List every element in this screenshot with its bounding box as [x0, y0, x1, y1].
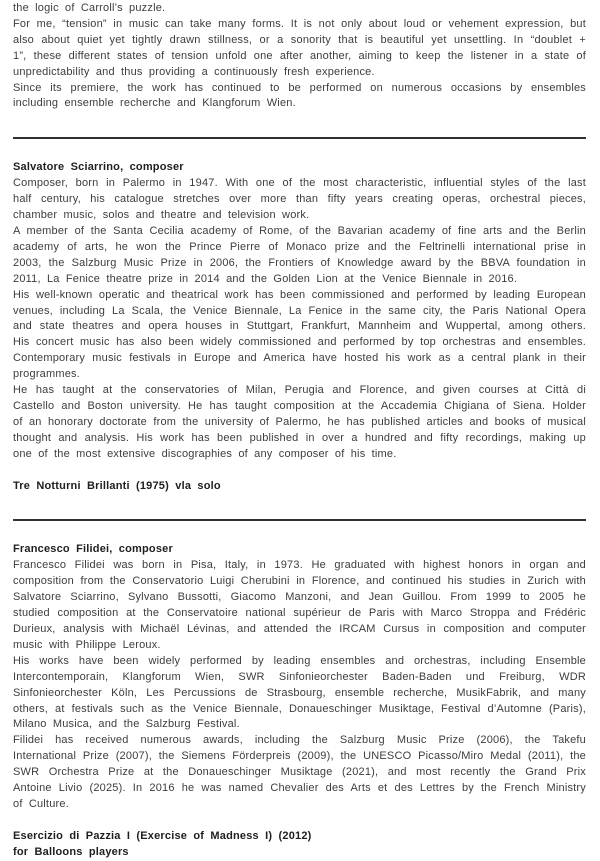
filidei-bio-paragraph-1: Francesco Filidei was born in Pisa, Italy, in 1973. He graduated with highest honors in organ and composition from the Conservatorio Luigi Cherubini in Florence, and continued his studies in Zurich with Salvatore Sciarrino, Sylvano Bussotti, Giacomo Manzoni, and Jean Guillou. From 1999 to 2005 he studied composition at the Conservatoire national supérieur de Paris with Marco Stroppa and Frédéric Durieux, analysis with Michaël Lévinas, and attended the IRCAM Cursus in composition and computer music with Philippe Leroux.	[13, 559, 586, 651]
work-title-tre-notturni: Tre Notturni Brillanti (1975) vla solo	[13, 479, 221, 492]
filidei-bio-paragraph-2: His works have been widely performed by leading ensembles and orchestras, including Ensemble Intercontemporain, Klangforum Wien, SWR Sinfonieorchester Baden-Baden und Freiburg, WDR Sinfonieorchester Köln, Les Percussions de Strasbourg, ensemble recherche, MusikFabrik, and many others, at festivals such as the Venice Biennale, Donaueschinger Musiktage, Festival d’Automne (Paris), Milano Musica, and the Salzburg Festival.	[13, 654, 586, 731]
section-divider	[13, 519, 586, 521]
work-subtitle-balloons: for Balloons players	[13, 845, 129, 858]
intro-paragraph-premiere: Since its premiere, the work has continued to be performed on numerous occasions by ensembles including ensemble recherche and Klangforum Wien.	[13, 81, 586, 110]
intro-paragraph-continuation: the logic of Carroll’s puzzle.	[13, 2, 166, 14]
composer-heading-filidei: Francesco Filidei, composer	[13, 543, 173, 556]
sciarrino-bio-paragraph-1: Composer, born in Palermo in 1947. With one of the most characteristic, influential styles of the last half century, his catalogue stretches over more than fifty years creating operas, orchestral pieces, chamber music, solos and theatre and television work.	[13, 177, 586, 222]
sciarrino-bio-paragraph-4: He has taught at the conservatories of Milan, Perugia and Florence, and given courses at Città di Castello and Boston university. He has taught composition at the Accademia Chigiana of Siena. Holder of an honorary doctorate from the university of Palermo, he has published articles and books of musical thought and analysis. His work has been published in over a hundred and fifty recordings, making up one of the most extensive discographies of any composer of his time.	[13, 384, 586, 460]
intro-paragraph-tension: For me, “tension” in music can take many forms. It is not only about loud or vehement expression, but also about quiet yet tightly drawn stillness, or a sonority that is beautiful yet unsettling. In “doublet + 1”, these different states of tension unfold one after another, aiming to keep the listener in a state of unpredictability and thus providing a continuously fresh experience.	[13, 17, 586, 78]
work-title-esercizio: Esercizio di Pazzia I (Exercise of Madness I) (2012)	[13, 829, 312, 842]
composer-heading-sciarrino: Salvatore Sciarrino, composer	[13, 161, 184, 174]
filidei-bio-paragraph-3: Filidei has received numerous awards, including the Salzburg Music Prize (2006), the Takefu International Prize (2007), the Siemens Förderpreis (2009), the UNESCO Picasso/Miro Medal (2011), the SWR Orchestra Prize at the Donaueschinger Musiktage (2021), and most recently the Grand Prix Antoine Livio (2025). In 2016 he was named Chevalier des Arts et des Lettres by the French Ministry of Culture.	[13, 734, 586, 810]
sciarrino-bio-paragraph-3: His well-known operatic and theatrical work has been commissioned and performed by leading European venues, including La Scala, the Venice Biennale, La Fenice in the same city, the Paris National Opera and state theatres and opera houses in Stuttgart, Frankfurt, Mannheim and Wuppertal, among others. His concert music has also been widely commissioned and performed by top orchestras and ensembles. Contemporary music festivals in Europe and America have hosted his work as a central plank in their programmes.	[13, 288, 586, 381]
section-divider	[13, 137, 586, 139]
sciarrino-bio-paragraph-2: A member of the Santa Cecilia academy of Rome, of the Bavarian academy of fine arts and the Berlin academy of arts, he won the Prince Pierre of Monaco prize and the Feltrinelli international prise in 2003, the Salzburg Music Prize in 2006, the Frontiers of Knowledge award by the BBVA foundation in 2011, La Fenice theatre prize in 2014 and the Golden Lion at the Venice Biennale in 2016.	[13, 224, 586, 285]
